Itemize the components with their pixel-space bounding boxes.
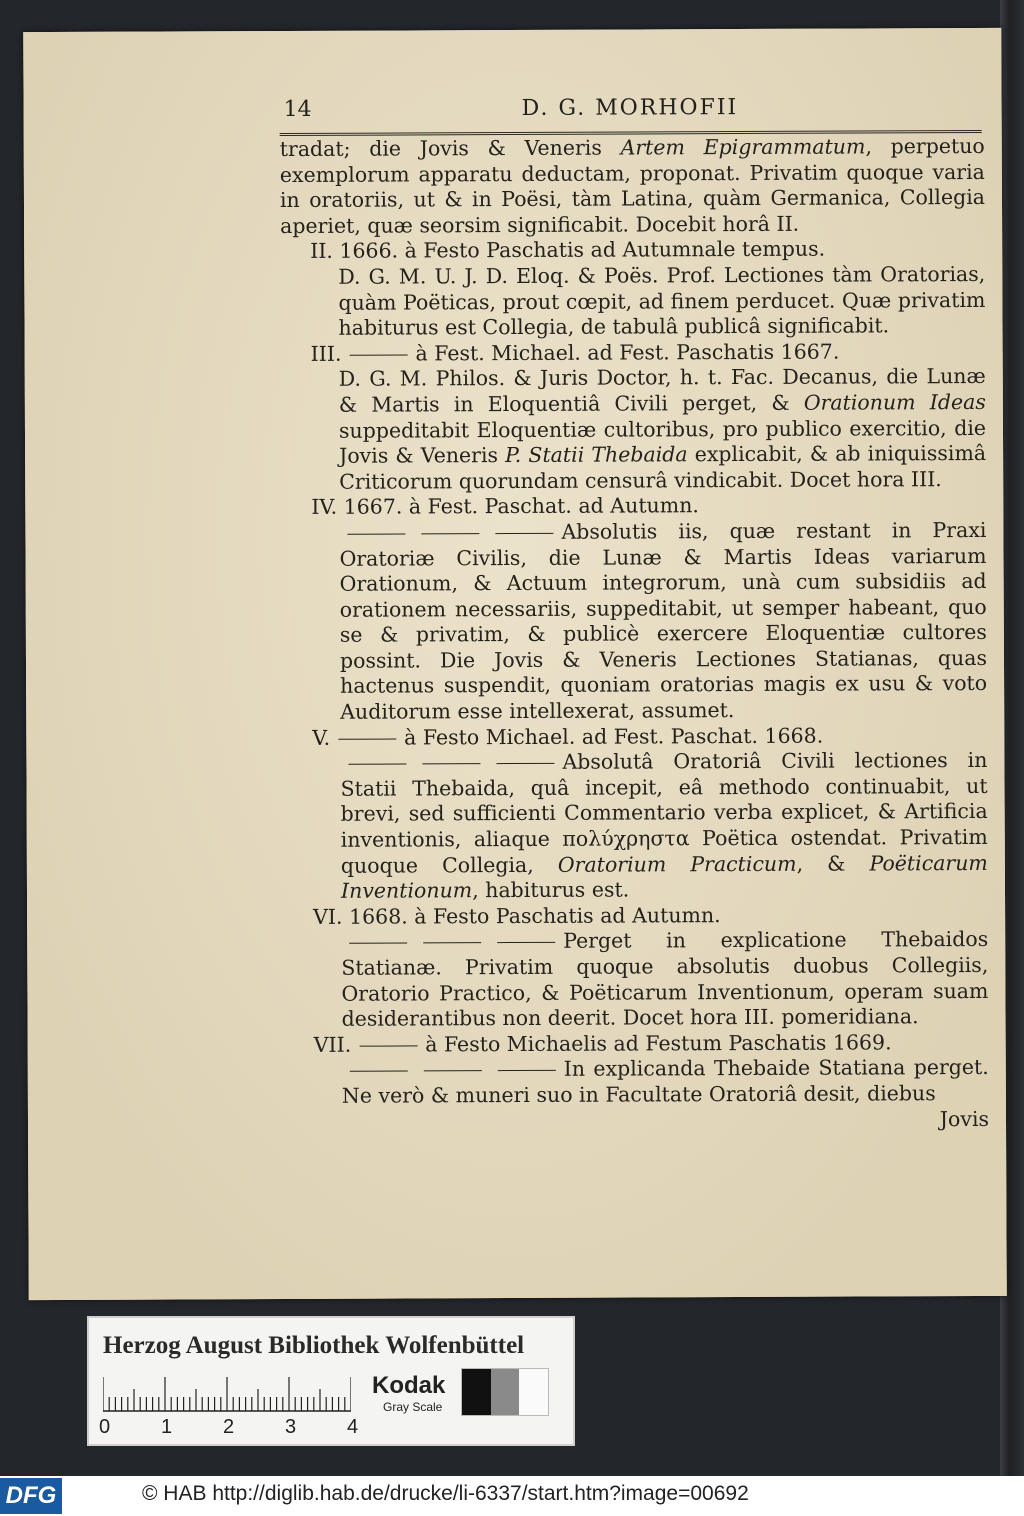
running-head: D. G. MORHOFII <box>521 95 739 121</box>
section-heading: VI. 1668. à Festo Paschatis ad Autumn. <box>313 902 721 929</box>
paragraph: Absolutâ Oratoriâ Civili lectiones in Statii Thebaida, quâ incepit, eâ methodo continuabit, ut brevi, sed sufficienti Commentario verba explicet, & Artificia inventionis, aliaque πολύχρηστα Poëtica ostendat. Privatim quoque Collegia, Oratorium Practicum, & Poëticarum Inventionum, habiturus est. <box>340 748 988 903</box>
ruler-numbers <box>99 1416 379 1436</box>
section-heading: II. 1666. à Festo Paschatis ad Autumnale tempus. <box>310 237 826 264</box>
footer-bar <box>0 1476 1024 1516</box>
swatch-gray <box>491 1369 520 1415</box>
gray-scale-caption: Gray Scale <box>383 1400 443 1414</box>
swatch-white <box>519 1369 548 1415</box>
library-name: Herzog August Bibliothek Wolfenbüttel <box>103 1332 525 1359</box>
swatch-black <box>462 1369 491 1415</box>
paragraph: D. G. M. Philos. & Juris Doctor, h. t. Fac. Decanus, die Lunæ & Martis in Eloquentiâ Civili perget, & Orationum Ideas suppeditabit Eloquentiæ cultoribus, pro publico exercitio, die Jovis & Veneris P. Statii Thebaida explicabit, & ab iniquissimâ Criticorum quorundam censurâ vindicabit. Docet hora III. <box>338 364 987 494</box>
section-heading: III. à Fest. Michael. ad Fest. Paschatis 1667. <box>310 339 840 366</box>
page-body <box>280 134 989 1135</box>
page-header <box>284 94 984 127</box>
ruler-number: 1 <box>161 1416 173 1438</box>
copyright-link[interactable]: © HAB http://diglib.hab.de/drucke/li-6337/start.htm?image=00692 <box>142 1482 749 1505</box>
section-heading: V. à Festo Michael. ad Fest. Paschat. 1668. <box>312 723 824 750</box>
paragraph: Absolutis iis, quæ restant in Praxi Oratoriæ Civilis, die Lunæ & Martis Ideas variarum Orationum, & Actuum integrorum, unà cum subsidiis ad orationem necessariis, suppeditabit, ut semper habeant, quo se & privatim, & publicè exercere Eloquentiæ cultores possint. Die Jovis & Veneris Lectiones Statianas, quas hactenus suspendit, quoniam oratorias magis ex usu & voto Auditorum esse intellexerat, assumet. <box>339 517 988 724</box>
paragraph: D. G. M. U. J. D. Eloq. & Poës. Prof. Lectiones tàm Oratorias, quàm Poëticas, prout cœpit, ad finem perducet. Quæ privatim habiturus est Collegia, de tabulâ publicâ significabit. <box>338 261 986 340</box>
paragraph: tradat; die Jovis & Veneris Artem Epigrammatum, perpetuo exemplorum apparatu deductam, proponat. Privatim quoque varia in oratoriis, ut & in Poësi, tàm Latina, quàm Germanica, Collegia aperiet, quæ seorsim significabit. Docebit horâ II. <box>279 133 986 238</box>
section-heading: IV. 1667. à Fest. Paschat. ad Autumn. <box>311 493 699 520</box>
page-number: 14 <box>283 96 312 123</box>
kodak-logo: Kodak <box>372 1372 446 1399</box>
paragraph: Perget in explicatione Thebaidos Statianæ. Privatim quoque absolutis duobus Collegiis, Oratorio Practico, & Poëticarum Inventionum, operam suam desiderantibus non deerit. Docet hora III. pomeridiana. <box>341 927 989 1031</box>
ruler-number: 2 <box>223 1416 235 1438</box>
dfg-logo[interactable]: DFG <box>0 1478 62 1514</box>
book-page <box>23 28 1007 1300</box>
section-heading: VII. à Festo Michaelis ad Festum Paschatis 1669. <box>313 1030 892 1057</box>
paragraph: In explicanda Thebaide Statiana perget. Ne verò & muneri suo in Facultate Oratoriâ desit, diebus <box>341 1055 989 1108</box>
ruler-number: 4 <box>347 1416 359 1438</box>
gray-swatches <box>461 1368 549 1416</box>
scale-ruler <box>103 1376 351 1412</box>
ruler-number: 0 <box>99 1416 111 1438</box>
library-label <box>87 1316 575 1446</box>
catchword: Jovis <box>939 1106 990 1131</box>
ruler-number: 3 <box>285 1416 297 1438</box>
